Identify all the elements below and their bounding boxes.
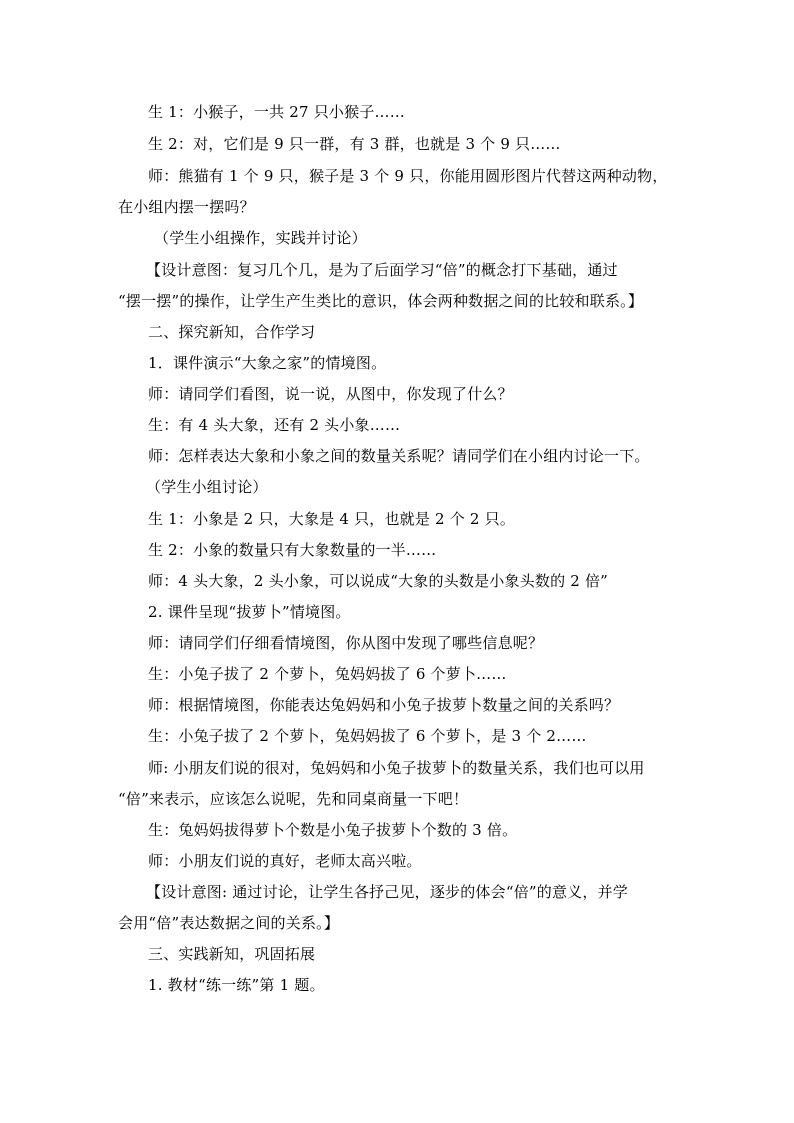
text-line: 1．课件演示“大象之家”的情境图。 (148, 354, 387, 372)
text-line: （学生小组讨论） (146, 478, 268, 496)
text-line: 1. 教材“练一练”第 1 题。 (148, 976, 325, 994)
text-line: 师：怎样表达大象和小象之间的数量关系呢？请同学们在小组内讨论一下。 (148, 447, 650, 465)
text-line: 生：小兔子拔了 2 个萝卜，兔妈妈拔了 6 个萝卜，是 3 个 2…… (148, 727, 587, 745)
text-line: 2. 课件呈现“拔萝卜”情境图。 (148, 603, 351, 621)
text-line: 生：小兔子拔了 2 个萝卜，兔妈妈拔了 6 个萝卜…… (148, 665, 507, 683)
text-line: 师：请同学们仔细看情境图，你从图中发现了哪些信息呢？ (148, 634, 544, 652)
text-line: 生 1：小猴子，一共 27 只小猴子…… (148, 103, 405, 121)
text-line: （学生小组操作，实践并讨论） (154, 229, 367, 247)
text-line: 在小组内摆一摆吗？ (118, 198, 255, 216)
design-intent-note: 【设计意图：复习几个几，是为了后面学习“倍”的概念打下基础，通过 (146, 261, 618, 279)
text-line: 生 2：对，它们是 9 只一群，有 3 群，也就是 3 个 9 只…… (148, 135, 561, 153)
design-intent-note: 【设计意图: 通过讨论，让学生各抒己见，逐步的体会“倍”的意义，并学 (146, 883, 628, 901)
text-line: 师：请同学们看图，说一说，从图中，你发现了什么？ (148, 385, 513, 403)
section-heading: 二、探究新知，合作学习 (148, 323, 316, 341)
section-heading: 三、实践新知，巩固拓展 (148, 945, 316, 963)
text-line: 师：4 头大象，2 头小象，可以说成“大象的头数是小象头数的 2 倍” (148, 572, 609, 590)
text-line: 师：小朋友们说的真好，老师太高兴啦。 (148, 852, 422, 870)
design-intent-note: “摆一摆”的操作，让学生产生类比的意识，体会两种数据之间的比较和联系。】 (118, 292, 644, 310)
text-line: 生：兔妈妈拔得萝卜个数是小兔子拔萝卜个数的 3 倍。 (148, 821, 518, 839)
text-line: 生 1：小象是 2 只，大象是 4 只，也就是 2 个 2 只。 (148, 510, 516, 528)
text-line: 师：熊猫有 1 个 9 只，猴子是 3 个 9 只，你能用圆形图片代替这两种动物， (148, 167, 668, 185)
text-line: 师：根据情境图，你能表达兔妈妈和小兔子拔萝卜数量之间的关系吗？ (148, 696, 620, 714)
text-line: 生：有 4 头大象，还有 2 头小象…… (148, 416, 401, 434)
design-intent-note: 会用“倍”表达数据之间的关系。】 (118, 914, 340, 932)
text-line: 生 2：小象的数量只有大象数量的一半…… (148, 541, 437, 559)
text-line: “倍”来表示，应该怎么说呢，先和同桌商量一下吧！ (118, 790, 469, 808)
text-line: 师: 小朋友们说的很对，兔妈妈和小兔子拔萝卜的数量关系，我们也可以用 (148, 759, 645, 777)
